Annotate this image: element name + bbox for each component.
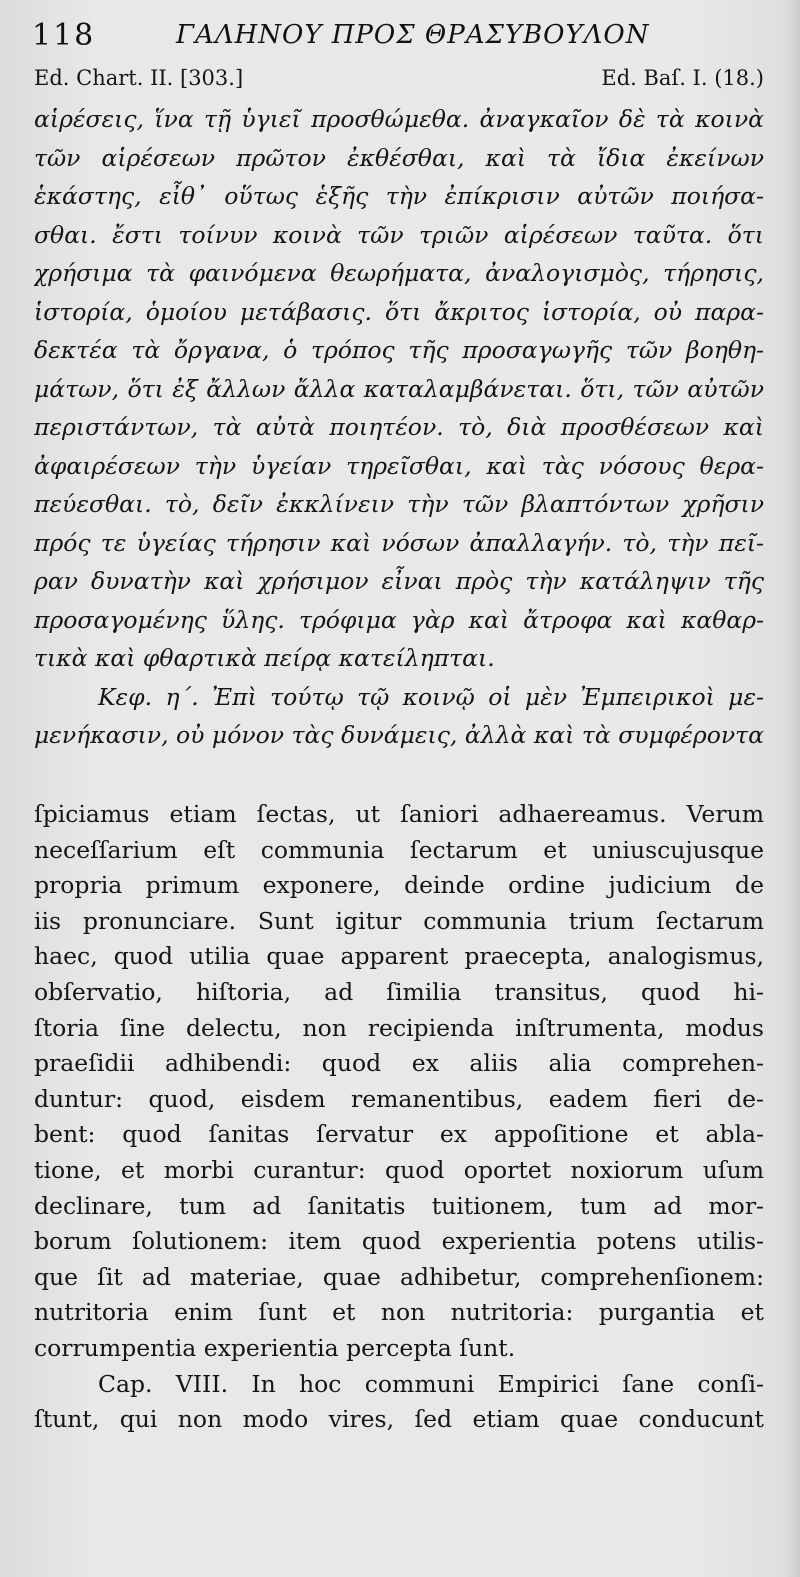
latin-line: corrumpentia experientia percepta ſunt. (34, 1333, 516, 1362)
latin-chapter-heading-line: Cap. VIII. In hoc communi Empirici ſane conſi- (98, 1369, 764, 1398)
page-edge-shadow (782, 0, 800, 1577)
latin-line: iis pronunciare. Sunt igitur communia trium ſectarum (34, 906, 764, 935)
latin-line: propria primum exponere, deinde ordine judicium de (34, 871, 764, 900)
latin-line: declinare, tum ad ſanitatis tuitionem, tum ad mor- (34, 1191, 764, 1220)
running-title: ΓΑΛΗΝΟΥ ΠΡΟΣ ΘΡΑΣΥΒΟΥΛΟΝ (176, 20, 650, 50)
edition-reference-chartier: Ed. Chart. II. [303.] (34, 66, 244, 90)
running-head (26, 18, 766, 58)
greek-line: μάτων, ὅτι ἐξ ἄλλων ἄλλα καταλαμβάνεται. ὅτι, τῶν αὐτῶν (34, 374, 764, 403)
latin-line: tione, et morbi curantur: quod oportet noxiorum uſum (34, 1155, 764, 1184)
greek-line: χρήσιμα τὰ φαινόμενα θεωρήματα, ἀναλογισμὸς, τήρησις, (34, 259, 764, 287)
greek-text-block (34, 100, 764, 755)
greek-chapter-heading-line: Κεφ. η΄. Ἐπὶ τούτῳ τῷ κοινῷ οἱ μὲν Ἐμπειρικοὶ με- (98, 682, 764, 711)
latin-line: duntur: quod, eisdem remanentibus, eadem fieri de- (34, 1084, 764, 1113)
latin-line: praeſidii adhibendi: quod ex aliis alia comprehen- (34, 1049, 764, 1078)
latin-line: que ſit ad materiae, quae adhibetur, comprehenſionem: (34, 1262, 764, 1291)
latin-line: ſpiciamus etiam ſectas, ut ſaniori adhaereamus. Verum (34, 800, 764, 828)
latin-line: neceſſarium eſt communia ſectarum et uniuscujusque (34, 835, 764, 864)
greek-line: τικὰ καὶ φθαρτικὰ πείρᾳ κατείληπται. (34, 644, 495, 672)
greek-line: τῶν αἱρέσεων πρῶτον ἐκθέσθαι, καὶ τὰ ἴδια ἐκείνων (34, 143, 764, 172)
latin-line: ſtunt, qui non modo vires, ſed etiam quae conducunt (34, 1405, 764, 1434)
edition-references (34, 66, 764, 96)
greek-line: πεύεσθαι. τὸ, δεῖν ἐκκλίνειν τὴν τῶν βλαπτόντων χρῆσιν (34, 490, 764, 518)
latin-line: haec, quod utilia quae apparent praecepta, analogismus, (34, 942, 764, 971)
greek-line: περιστάντων, τὰ αὐτὰ ποιητέον. τὸ, διὰ προσθέσεων καὶ (34, 413, 764, 441)
greek-line: μενήκασιν, οὐ μόνον τὰς δυνάμεις, ἀλλὰ καὶ τὰ συμφέροντα (34, 721, 764, 749)
latin-line: borum ſolutionem: item quod experientia potens utilis- (34, 1227, 764, 1256)
latin-line: bent: quod ſanitas ſervatur ex appoſitione et abla- (34, 1120, 764, 1149)
latin-line: nutritoria enim ſunt et non nutritoria: purgantia et (34, 1298, 764, 1327)
greek-line: πρός τε ὑγείας τήρησιν καὶ νόσων ἀπαλλαγήν. τὸ, τὴν πεῖ- (34, 528, 764, 557)
latin-line: obſervatio, hiſtoria, ad ſimilia transitus, quod hi- (34, 977, 764, 1006)
greek-line: δεκτέα τὰ ὄργανα, ὁ τρόπος τῆς προσαγωγῆς τῶν βοηθη- (34, 336, 764, 364)
greek-line: ραν δυνατὴν καὶ χρήσιμον εἶναι πρὸς τὴν κατάληψιν τῆς (34, 567, 764, 595)
greek-line: ἑκάστης, εἶθ᾽ οὕτως ἑξῆς τὴν ἐπίκρισιν αὐτῶν ποιήσα- (34, 182, 764, 210)
greek-line: ἀφαιρέσεων τὴν ὑγείαν τηρεῖσθαι, καὶ τὰς νόσους θερα- (34, 451, 764, 480)
edition-reference-basel: Ed. Baſ. I. (18.) (601, 66, 764, 90)
latin-text-block (34, 797, 764, 1438)
latin-line: ſtoria ſine delectu, non recipienda inſtrumenta, modus (34, 1013, 764, 1042)
greek-line: προσαγομένης ὕλης. τρόφιμα γὰρ καὶ ἄτροφα καὶ καθαρ- (34, 605, 764, 634)
greek-line: αἱρέσεις, ἵνα τῇ ὑγιεῖ προσθώμεθα. ἀναγκαῖον δὲ τὰ κοινὰ (34, 105, 764, 133)
greek-line: σθαι. ἔστι τοίνυν κοινὰ τῶν τριῶν αἱρέσεων ταῦτα. ὅτι (34, 220, 764, 249)
page-number: 118 (32, 18, 96, 53)
greek-line: ἱστορία, ὁμοίου μετάβασις. ὅτι ἄκριτος ἱστορία, οὐ παρα- (34, 297, 764, 326)
